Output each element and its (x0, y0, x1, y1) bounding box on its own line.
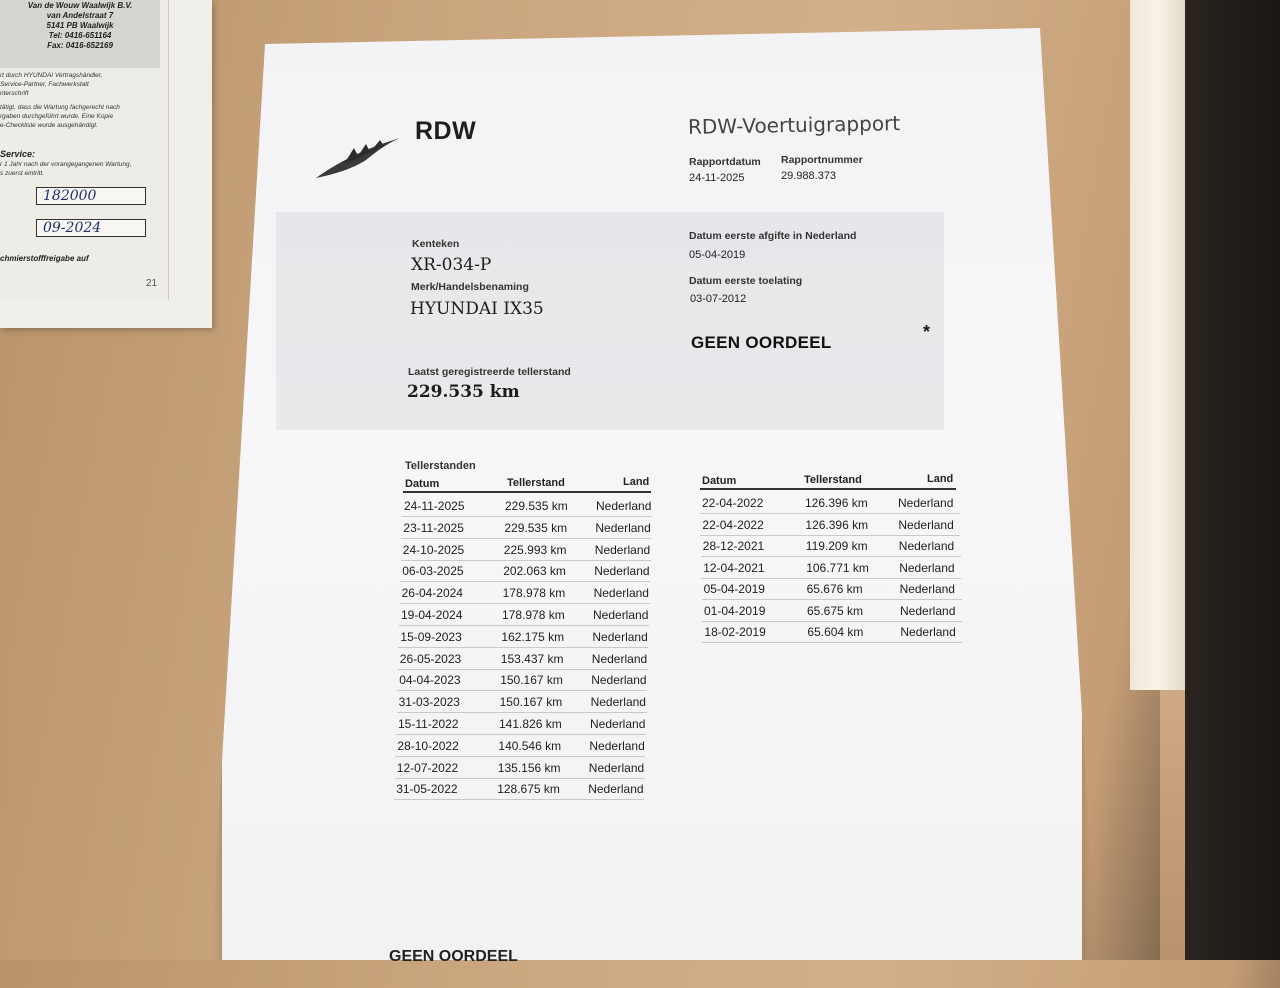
row-odometer: 153.437 km (500, 651, 564, 666)
mileage-box: 182000 (36, 187, 146, 205)
row-odometer: 106.771 km (806, 560, 869, 575)
row-divider (397, 690, 647, 691)
row-date: 24-10-2025 (402, 542, 465, 557)
row-odometer: 140.546 km (498, 738, 562, 753)
row-divider (395, 756, 645, 757)
booklet-text: s zuerst eintritt. (0, 170, 45, 177)
odometer-section-title: Tellerstanden (405, 460, 476, 472)
row-country: Nederland (594, 564, 650, 579)
stamp-line: Tel: 0416-651164 (48, 31, 112, 40)
report-date: 24-11-2025 (689, 172, 745, 184)
row-country: Nederland (594, 542, 651, 557)
col-header-country: Land (623, 476, 650, 488)
row-date: 15-09-2023 (400, 629, 462, 644)
row-date: 22-04-2022 (702, 517, 764, 532)
row-date: 24-11-2025 (404, 499, 465, 513)
row-date: 15-11-2022 (398, 717, 459, 731)
row-country: Nederland (588, 782, 644, 797)
row-date: 23-11-2025 (403, 520, 464, 535)
row-divider (399, 625, 649, 626)
row-date: 12-04-2021 (703, 560, 765, 575)
verdict-mark: * (923, 322, 931, 342)
row-country: Nederland (898, 539, 955, 553)
col-header-date: Datum (405, 478, 440, 490)
report-date-label: Rapportdatum (689, 156, 761, 168)
col-header-odometer-right: Tellerstand (804, 474, 862, 486)
row-date: 19-04-2024 (401, 608, 463, 622)
row-country: Nederland (591, 673, 647, 688)
booklet-footer: chmierstofffreigabe auf (0, 254, 89, 263)
row-divider (702, 642, 962, 643)
row-odometer: 135.156 km (497, 760, 561, 775)
first-admission-label: Datum eerste toelating (689, 275, 803, 287)
row-divider (396, 734, 646, 735)
first-issue-label: Datum eerste afgifte in Nederland (689, 230, 857, 242)
col-header-date-right: Datum (702, 475, 737, 487)
stamp-line: Van de Wouw Waalwijk B.V. (27, 1, 133, 10)
bottom-partial-text: GEEN OORDEEL (389, 948, 518, 965)
report-title: RDW-Voertuigrapport (687, 111, 901, 139)
stamp-line: van Andelstraat 7 (46, 11, 114, 20)
booklet-text: tätigt, dass die Wartung fachgerecht nach (0, 104, 120, 111)
vehicle-info-panel (276, 212, 944, 430)
booklet-text: nterschrift (0, 90, 29, 97)
row-date: 06-03-2025 (402, 564, 464, 579)
last-odometer-label: Laatst geregistreerde tellerstand (408, 366, 571, 378)
row-date: 28-12-2021 (702, 539, 765, 553)
row-country: Nederland (588, 760, 645, 775)
row-divider (402, 516, 652, 517)
row-odometer: 202.063 km (503, 564, 566, 579)
table-header-rule-right (700, 488, 956, 490)
row-odometer: 229.535 km (505, 499, 568, 513)
row-country: Nederland (898, 517, 954, 532)
row-date: 22-04-2022 (702, 496, 764, 510)
row-date: 05-04-2019 (703, 582, 765, 596)
row-date: 26-05-2023 (399, 651, 462, 666)
row-odometer: 150.167 km (500, 673, 563, 688)
make-name: HYUNDAI IX35 (410, 299, 544, 319)
row-country: Nederland (592, 629, 648, 644)
row-divider (400, 581, 650, 582)
row-country: Nederland (595, 520, 651, 535)
row-odometer: 225.993 km (503, 542, 567, 557)
row-odometer: 126.396 km (805, 517, 869, 532)
row-divider (701, 578, 961, 579)
last-odometer-value: 229.535 km (407, 382, 520, 402)
row-country: Nederland (899, 560, 955, 575)
row-divider (397, 712, 647, 713)
report-number: 29.988.373 (781, 170, 837, 182)
table-header-rule (403, 491, 651, 493)
row-date: 28-10-2022 (397, 738, 459, 753)
make-label: Merk/Handelsbenaming (411, 281, 529, 293)
row-country: Nederland (900, 625, 956, 639)
row-divider (700, 513, 960, 514)
row-date: 31-03-2023 (398, 695, 460, 710)
row-divider (401, 538, 651, 539)
row-divider (398, 669, 648, 670)
col-header-country-right: Land (927, 473, 954, 485)
row-odometer: 65.675 km (807, 603, 864, 618)
stamp-line: Fax: 0416-652169 (47, 41, 113, 50)
stamp-line: 5141 PB Waalwijk (46, 21, 114, 30)
row-country: Nederland (596, 499, 652, 513)
row-country: Nederland (593, 608, 649, 622)
row-country: Nederland (591, 651, 648, 666)
plate-number: XR-034-P (411, 255, 492, 275)
rdw-feather-logo-icon (314, 134, 406, 180)
row-divider (700, 535, 960, 536)
row-odometer: 119.209 km (805, 539, 868, 553)
row-date: 12-07-2022 (396, 760, 459, 775)
row-divider (702, 599, 962, 600)
row-country: Nederland (593, 586, 649, 601)
row-odometer: 178.978 km (502, 608, 565, 622)
row-odometer: 150.167 km (499, 695, 563, 710)
report-number-label: Rapportnummer (781, 154, 863, 166)
row-date: 31-05-2022 (396, 782, 458, 797)
row-odometer: 128.675 km (497, 782, 560, 797)
row-divider (401, 560, 651, 561)
booklet-text: rgaben durchgeführt wurde. Eine Kopie (0, 113, 114, 120)
row-divider (395, 778, 645, 779)
row-country: Nederland (899, 582, 955, 596)
row-divider (400, 603, 650, 604)
row-country: Nederland (898, 496, 954, 510)
row-odometer: 65.604 km (807, 625, 864, 639)
row-odometer: 141.826 km (499, 717, 562, 731)
row-odometer: 162.175 km (501, 629, 565, 644)
row-odometer: 178.978 km (502, 586, 566, 601)
row-date: 18-02-2019 (704, 625, 766, 639)
verdict: GEEN OORDEEL (691, 333, 832, 352)
date-box: 09-2024 (36, 219, 146, 237)
row-country: Nederland (590, 717, 646, 731)
row-date: 04-04-2023 (399, 673, 461, 688)
plate-label: Kenteken (412, 238, 460, 250)
page-number: 21 (146, 278, 158, 289)
service-label: Service: (0, 149, 36, 159)
rdw-logo-text: RDW (415, 117, 477, 145)
row-country: Nederland (589, 738, 645, 753)
col-header-odometer: Tellerstand (507, 477, 565, 489)
row-divider (701, 556, 961, 557)
booklet-text: e-Checkliste wurde ausgehändigt. (0, 122, 98, 129)
row-odometer: 126.396 km (805, 496, 868, 510)
booklet-text: Service-Partner, Fachwerkstatt (0, 81, 89, 88)
row-country: Nederland (900, 603, 956, 618)
booklet-text: rt durch HYUNDAI Vertragshändler, (0, 72, 103, 79)
row-divider (702, 621, 962, 622)
booklet-text: r 1 Jahr nach der vorangegangenen Wartung, (0, 161, 132, 168)
first-issue-date: 05-04-2019 (689, 249, 746, 261)
row-divider (398, 647, 648, 648)
row-date: 26-04-2024 (401, 586, 463, 601)
row-country: Nederland (590, 695, 646, 710)
row-date: 01-04-2019 (704, 603, 766, 618)
row-divider (394, 799, 644, 800)
row-odometer: 229.535 km (504, 520, 568, 535)
row-odometer: 65.676 km (806, 582, 863, 596)
first-admission-date: 03-07-2012 (690, 293, 747, 305)
